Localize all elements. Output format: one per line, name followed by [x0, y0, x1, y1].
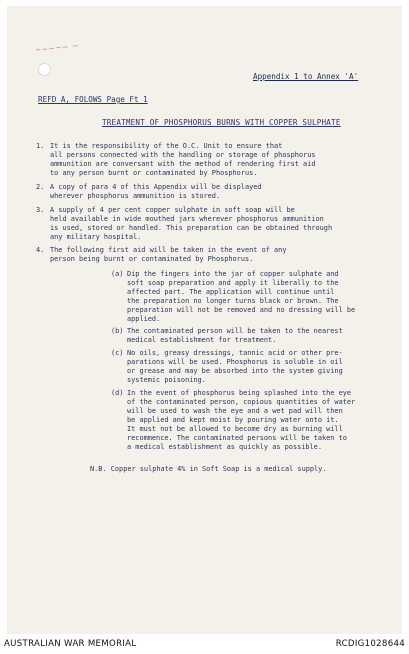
sub-item-label: (c) [111, 349, 124, 357]
paragraph-text: It is the responsibility of the O.C. Unit to ensure that all persons connected with the handling or storage of phosphorus ammunition are conversant with the method of rendering first aid to any person burnt or contaminated by Phosphorus. [50, 142, 316, 177]
paragraph-3 [36, 206, 378, 242]
paragraph-4 [36, 246, 378, 264]
sub-item-text: No oils, greasy dressings, tannic acid or other pre- parations will be used. Phosphorus is soluble in oil or grease and may be absorbed into the system giving systemic poisoning. [127, 349, 343, 384]
document-title: TREATMENT OF PHOSPHORUS BURNS WITH COPPER SULPHATE [102, 118, 341, 127]
sub-item-label: (a) [111, 270, 124, 278]
sub-item-c [111, 349, 398, 385]
paragraph-2 [36, 183, 378, 201]
paragraph-text: A copy of para 4 of this Appendix will be displayed wherever phosphorus ammunition is stored. [50, 183, 262, 200]
paragraph-1 [36, 142, 378, 178]
paragraph-number: 2. [36, 183, 45, 191]
sub-item-label: (d) [111, 389, 124, 397]
pencil-annotation: ~~~~~ ~ [34, 41, 80, 55]
supply-note: N.B. Copper sulphate 4% in Soft Soap is a medical supply. [90, 465, 327, 473]
sub-item-text: The contaminated person will be taken to the nearest medical establishment for treatment. [127, 327, 343, 344]
sub-item-label: (b) [111, 327, 124, 335]
sub-item-b [111, 327, 398, 345]
sub-item-text: In the event of phosphorus being splashed into the eye of the contaminated person, copious quantities of water will be used to wash the eye and a wet pad will then be applied and kept moist by pouring water onto it. It must not be allowed to become dry as burning will recommence. The contaminated persons will be taken to a medical establishment as quickly as possible. [127, 389, 356, 451]
archive-footer [0, 637, 409, 654]
sub-item-a [111, 270, 398, 324]
footer-institution: AUSTRALIAN WAR MEMORIAL [4, 639, 137, 649]
punch-hole [38, 63, 51, 76]
paragraph-text: A supply of 4 per cent copper sulphate in soft soap will be held available in wide mouthed jars wherever phosphorus ammunition is used, stored or handled. This preparation can be obtained through any military hospital. [50, 206, 333, 241]
paragraph-text: The following first aid will be taken in the event of any person being burnt or contaminated by Phosphorus. [50, 246, 287, 263]
footer-catalogue-id: RCDIG1028644 [335, 639, 405, 649]
document-page [7, 6, 402, 634]
paragraph-number: 3. [36, 206, 45, 214]
paragraph-number: 4. [36, 246, 45, 254]
reference-line: REFD A, FOLOWS Page Ft 1 [38, 95, 148, 104]
sub-item-text: Dip the fingers into the jar of copper sulphate and soft soap preparation and apply it liberally to the affected part. The application will continue until the preparation no longer turns black or brown. The preparation will not be removed and no dressing will be applied. [127, 270, 356, 323]
appendix-reference: Appendix 1 to Annex 'A' [253, 72, 359, 81]
sub-item-d [111, 389, 398, 452]
paragraph-number: 1. [36, 142, 45, 150]
